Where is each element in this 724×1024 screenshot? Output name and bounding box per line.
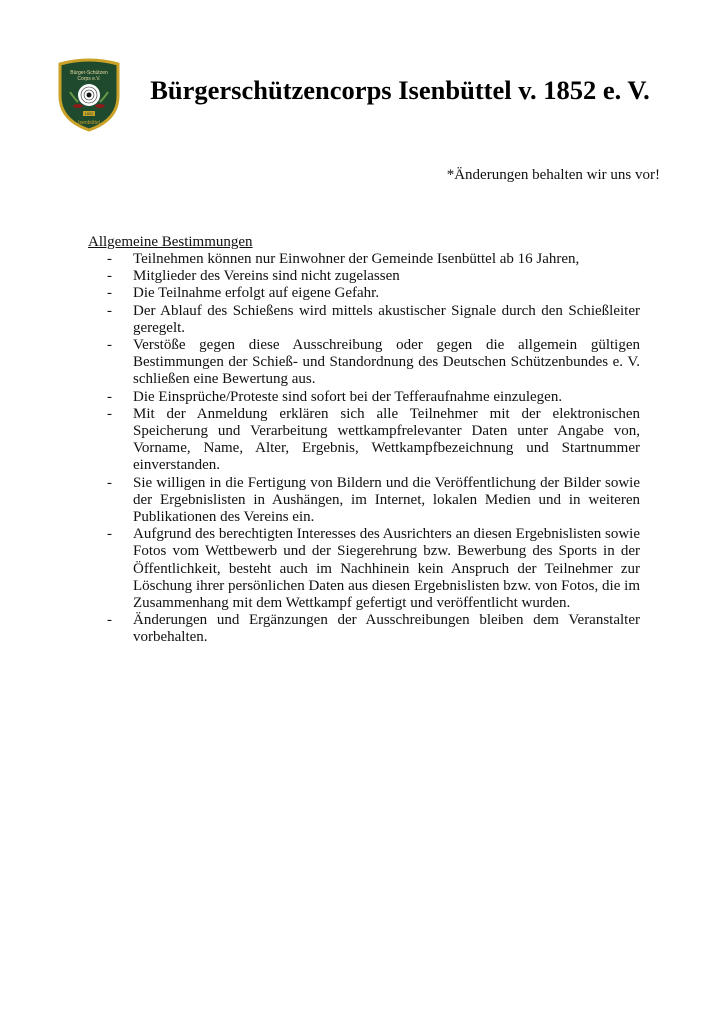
bullet-dash: - <box>107 285 112 302</box>
list-item-text: Mitglieder des Vereins sind nicht zugelassen <box>133 268 400 285</box>
bullet-dash: - <box>107 612 112 629</box>
list-item <box>88 475 640 527</box>
list-item-text: Änderungen und Ergänzungen der Ausschreibungen bleiben dem Veranstalter vorbehalten. <box>133 612 640 646</box>
list-item <box>88 526 640 612</box>
list-item-text: Teilnehmen können nur Einwohner der Gemeinde Isenbüttel ab 16 Jahren, <box>133 251 580 267</box>
list-item <box>88 268 640 285</box>
list-item <box>88 389 640 406</box>
list-item-text: Der Ablauf des Schießens wird mittels akustischer Signale durch den Schießleiter geregelt. <box>133 302 640 336</box>
list-item <box>88 303 640 337</box>
provisions-list <box>88 251 640 647</box>
list-item <box>88 251 640 268</box>
club-crest-icon <box>56 58 122 132</box>
list-item-text: Aufgrund des berechtigten Interesses des Ausrichters an diesen Ergebnislisten sowie Fotos vom Wettbewerb und der Siegerehrung bzw. Bewerbung des Sports in der Öffentlichkeit, besteht auch im Nachhinein kein Anspruch der Teilnehmer zur Löschung ihrer persönlichen Daten aus diesen Ergebnislisten bzw. von Fotos, die im Zusammenhang mit dem Wettkampf gefertigt und veröffentlicht wurden. <box>133 526 640 612</box>
bullet-dash: - <box>107 526 112 543</box>
list-item-text: Mit der Anmeldung erklären sich alle Teilnehmer mit der elektronischen Speicherung und Verarbeitung wettkampfrelevanter Daten unter Angabe von, Vorname, Name, Alter, Ergebnis, Wettkampfbezeichnung und Startnummer einverstanden. <box>133 405 640 474</box>
changes-reserved-note: *Änderungen behalten wir uns vor! <box>446 167 660 183</box>
list-item <box>88 337 640 389</box>
list-item <box>88 612 640 646</box>
list-item-text: Die Einsprüche/Proteste sind sofort bei der Tefferaufnahme einzulegen. <box>133 388 563 405</box>
svg-text:1852: 1852 <box>84 111 94 117</box>
section-heading: Allgemeine Bestimmungen <box>88 234 253 250</box>
list-item <box>88 406 640 475</box>
svg-text:Bürger-Schützen: Bürger-Schützen <box>70 70 108 76</box>
list-item-text: Die Teilnahme erfolgt auf eigene Gefahr. <box>133 285 380 302</box>
general-provisions-section <box>88 234 640 647</box>
bullet-dash: - <box>107 405 112 422</box>
svg-text:Isenbüttel: Isenbüttel <box>78 120 100 126</box>
page-title: Bürgerschützencorps Isenbüttel v. 1852 e. V. <box>150 75 650 105</box>
bullet-dash: - <box>107 302 112 319</box>
list-item <box>88 285 640 302</box>
list-item-text: Sie willigen in die Fertigung von Bildern und die Veröffentlichung der Bilder sowie der Ergebnislisten in Aushängen, im Internet, lokalen Medien und in weiteren Publikationen des Vereins ein. <box>133 474 640 526</box>
bullet-dash: - <box>107 474 112 491</box>
list-item-text: Verstöße gegen diese Ausschreibung oder gegen die allgemein gültigen Bestimmungen der Schieß- und Standordnung des Deutschen Schützenbundes e. V. schließen eine Bewertung aus. <box>133 337 640 388</box>
svg-text:Corps e.V.: Corps e.V. <box>77 76 101 82</box>
bullet-dash: - <box>107 251 112 267</box>
bullet-dash: - <box>107 388 112 405</box>
club-crest-logo <box>56 58 122 132</box>
bullet-dash: - <box>107 268 112 285</box>
bullet-dash: - <box>107 337 112 354</box>
